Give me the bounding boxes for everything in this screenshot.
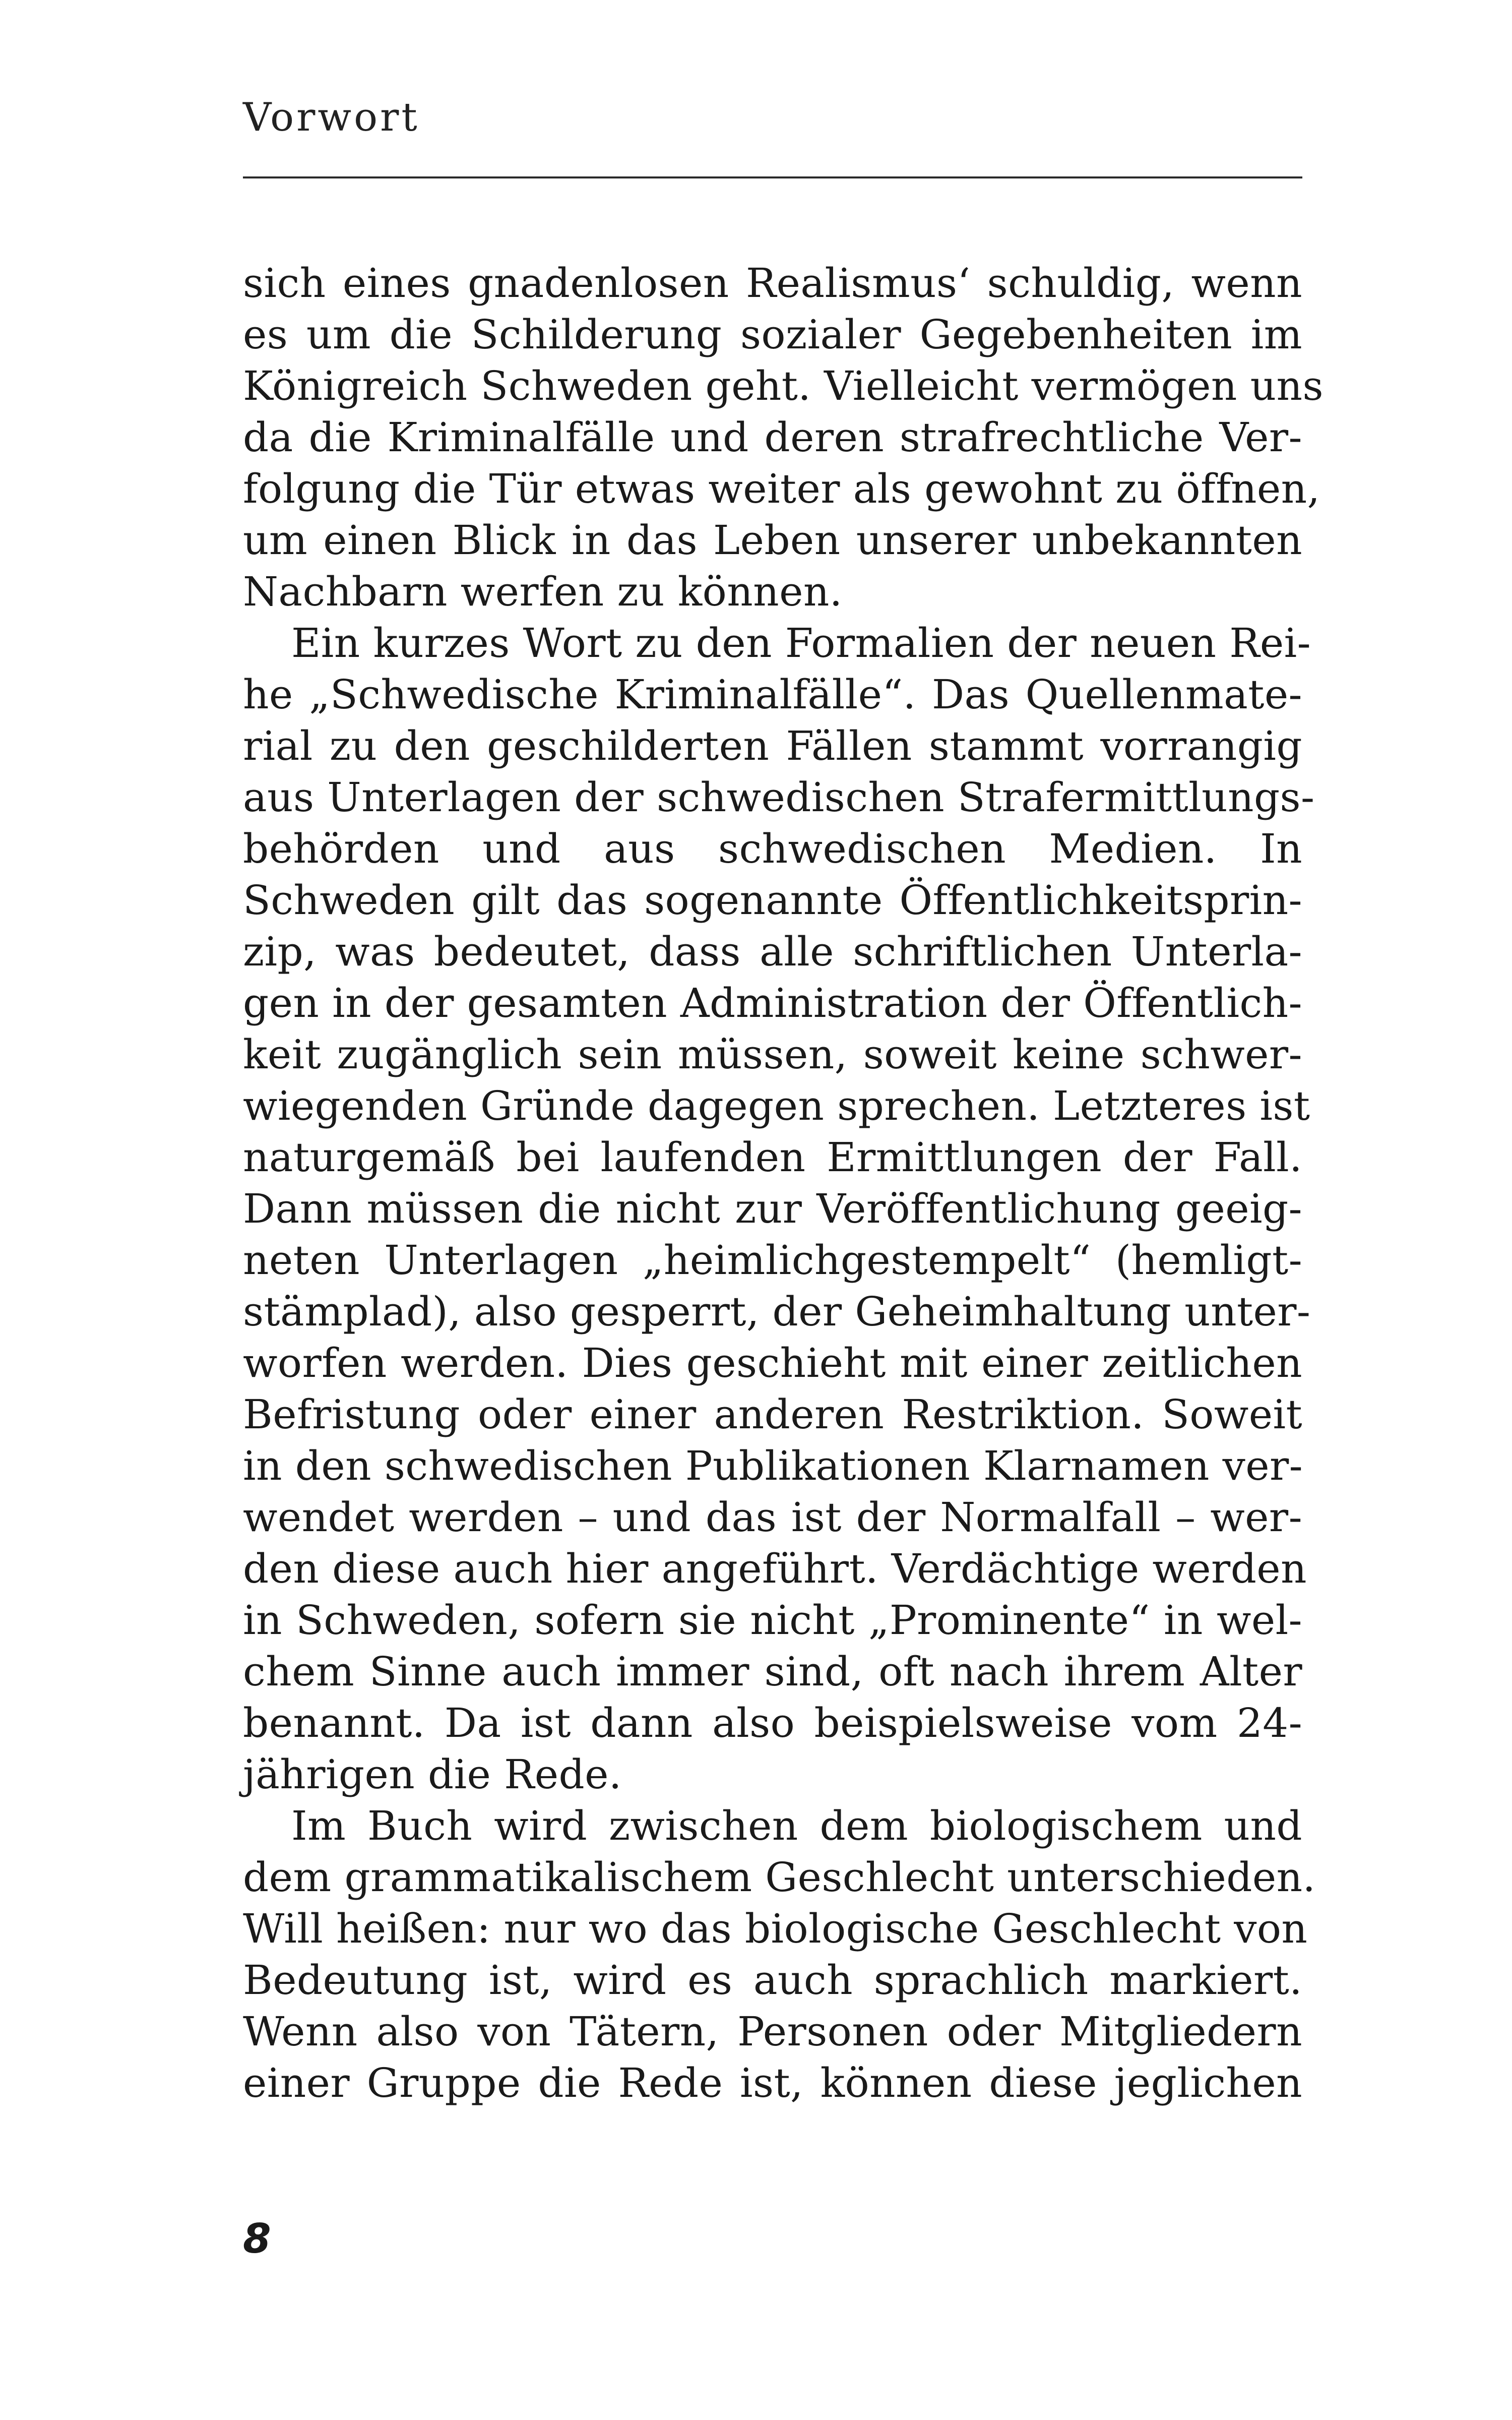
text-line: Will heißen: nur wo das biologische Geschlecht von: [243, 1905, 1308, 1952]
text-line: behörden und aus schwedischen Medien. In: [243, 825, 1302, 872]
text-line: Nachbarn werfen zu können.: [243, 568, 843, 615]
text-line: jährigen die Rede.: [243, 1751, 622, 1798]
text-line: den diese auch hier angeführt. Verdächtige werden: [243, 1545, 1307, 1592]
text-line: zip, was bedeutet, dass alle schriftlichen Unterla-: [243, 928, 1302, 975]
text-line: naturgemäß bei laufenden Ermittlungen der Fall.: [243, 1134, 1302, 1181]
text-line: aus Unterlagen der schwedischen Strafermittlungs-: [243, 774, 1315, 821]
text-line-paragraph-start: Im Buch wird zwischen dem biologischem und: [291, 1802, 1302, 1849]
text-line: Bedeutung ist, wird es auch sprachlich markiert.: [243, 1957, 1302, 2004]
text-line: Dann müssen die nicht zur Veröffentlichung geeig-: [243, 1185, 1302, 1232]
text-line: benannt. Da ist dann also beispielsweise vom 24-: [243, 1700, 1302, 1746]
text-line: wiegenden Gründe dagegen sprechen. Letzteres ist: [243, 1082, 1310, 1129]
text-line: stämplad), also gesperrt, der Geheimhaltung unter-: [243, 1288, 1311, 1335]
text-line: rial zu den geschilderten Fällen stammt vorrangig: [243, 722, 1302, 769]
text-line: keit zugänglich sein müssen, soweit keine schwer-: [243, 1031, 1302, 1078]
text-line: chem Sinne auch immer sind, oft nach ihrem Alter: [243, 1648, 1302, 1695]
text-line: in Schweden, sofern sie nicht „Prominente“ in wel-: [243, 1597, 1302, 1644]
text-line: Wenn also von Tätern, Personen oder Mitgliedern: [243, 2008, 1302, 2055]
text-line: da die Kriminalfälle und deren strafrechtliche Ver-: [243, 414, 1302, 461]
text-line: wendet werden – und das ist der Normalfall – wer-: [243, 1494, 1302, 1541]
text-line: Befristung oder einer anderen Restriktion. Soweit: [243, 1391, 1302, 1438]
text-line: sich eines gnadenlosen Realismus‘ schuldig, wenn: [243, 260, 1302, 307]
text-line: worfen werden. Dies geschieht mit einer zeitlichen: [243, 1340, 1302, 1386]
text-line-paragraph-start: Ein kurzes Wort zu den Formalien der neuen Rei-: [291, 620, 1311, 667]
header-rule: [243, 176, 1302, 178]
text-line: in den schwedischen Publikationen Klarnamen ver-: [243, 1442, 1303, 1489]
body-text: [243, 258, 1324, 2109]
text-line: gen in der gesamten Administration der Öffentlich-: [243, 980, 1302, 1026]
text-line: he „Schwedische Kriminalfälle“. Das Quellenmate-: [243, 671, 1302, 718]
page-number: 8: [243, 2215, 271, 2262]
text-line: es um die Schilderung sozialer Gegebenheiten im: [243, 311, 1302, 358]
running-header-title: Vorwort: [243, 95, 420, 140]
text-line: folgung die Tür etwas weiter als gewohnt zu öffnen,: [243, 465, 1320, 512]
text-line: Schweden gilt das sogenannte Öffentlichkeitsprin-: [243, 877, 1302, 924]
text-line: Königreich Schweden geht. Vielleicht vermögen uns: [243, 362, 1324, 409]
text-line: neten Unterlagen „heimlichgestempelt“ (hemligt-: [243, 1237, 1302, 1284]
text-line: um einen Blick in das Leben unserer unbekannten: [243, 517, 1302, 564]
text-line: dem grammatikalischem Geschlecht unterschieden.: [243, 1854, 1316, 1901]
text-line: einer Gruppe die Rede ist, können diese jeglichen: [243, 2060, 1302, 2106]
